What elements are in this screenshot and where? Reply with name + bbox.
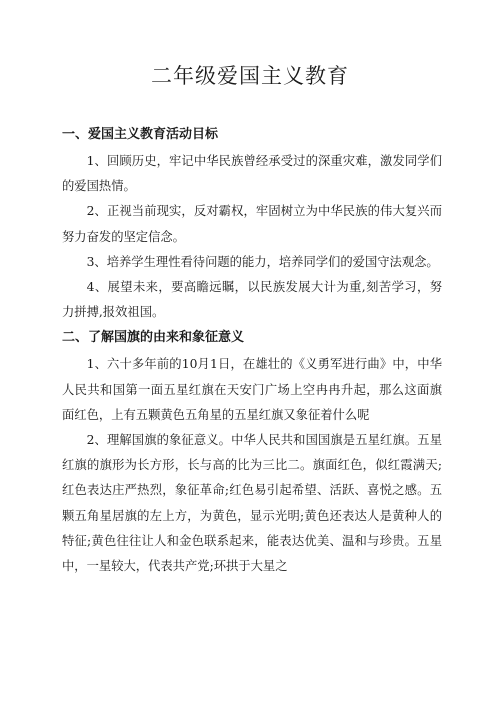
paragraph-goal-1: 1、回顾历史，牢记中华民族曾经承受过的深重灾难，激发同学们的爱国热情。 bbox=[62, 154, 442, 194]
paragraph-goal-2: 2、正视当前现实，反对霸权，牢固树立为中华民族的伟大复兴而努力奋发的坚定信念。 bbox=[62, 204, 442, 244]
paragraph-flag-2: 2、理解国旗的象征意义。中华人民共和国国旗是五星红旗。五星红旗的旗形为长方形，长与高的比为三比二。旗面红色，似红霞满天;红色表达庄严热烈，象征革命;红色易引起希望、活跃、喜悦之感。五颗五角星居旗的左上方，为黄色，显示光明;黄色还表达人是黄种人的特征;黄色往往让人和金色联系起来，能表达优美、温和与珍贵。五星中，一星较大，代表共产党;环拱于大星之 bbox=[62, 433, 442, 574]
document-body bbox=[62, 124, 442, 579]
section-heading-goals: 一、爱国主义教育活动目标 bbox=[62, 127, 219, 142]
paragraph-flag-1: 1、六十多年前的10月1日，在雄壮的《义勇军进行曲》中，中华人民共和国第一面五星红旗在天安门广场上空冉冉升起，那么这面旗面红色，上有五颗黄色五角星的五星红旗又象征着什么呢 bbox=[62, 357, 442, 422]
paragraph-goal-3: 3、培养学生理性看待问题的能力，培养同学们的爱国守法观念。 bbox=[86, 254, 439, 269]
section-heading-flag: 二、了解国旗的由来和象征意义 bbox=[62, 330, 245, 346]
paragraph-goal-4: 4、展望未来，要高瞻远瞩，以民族发展大计为重,刻苦学习，努力拼搏,报效祖国。 bbox=[62, 280, 442, 320]
document-title: 二年级爱国主义教育 bbox=[151, 64, 349, 88]
